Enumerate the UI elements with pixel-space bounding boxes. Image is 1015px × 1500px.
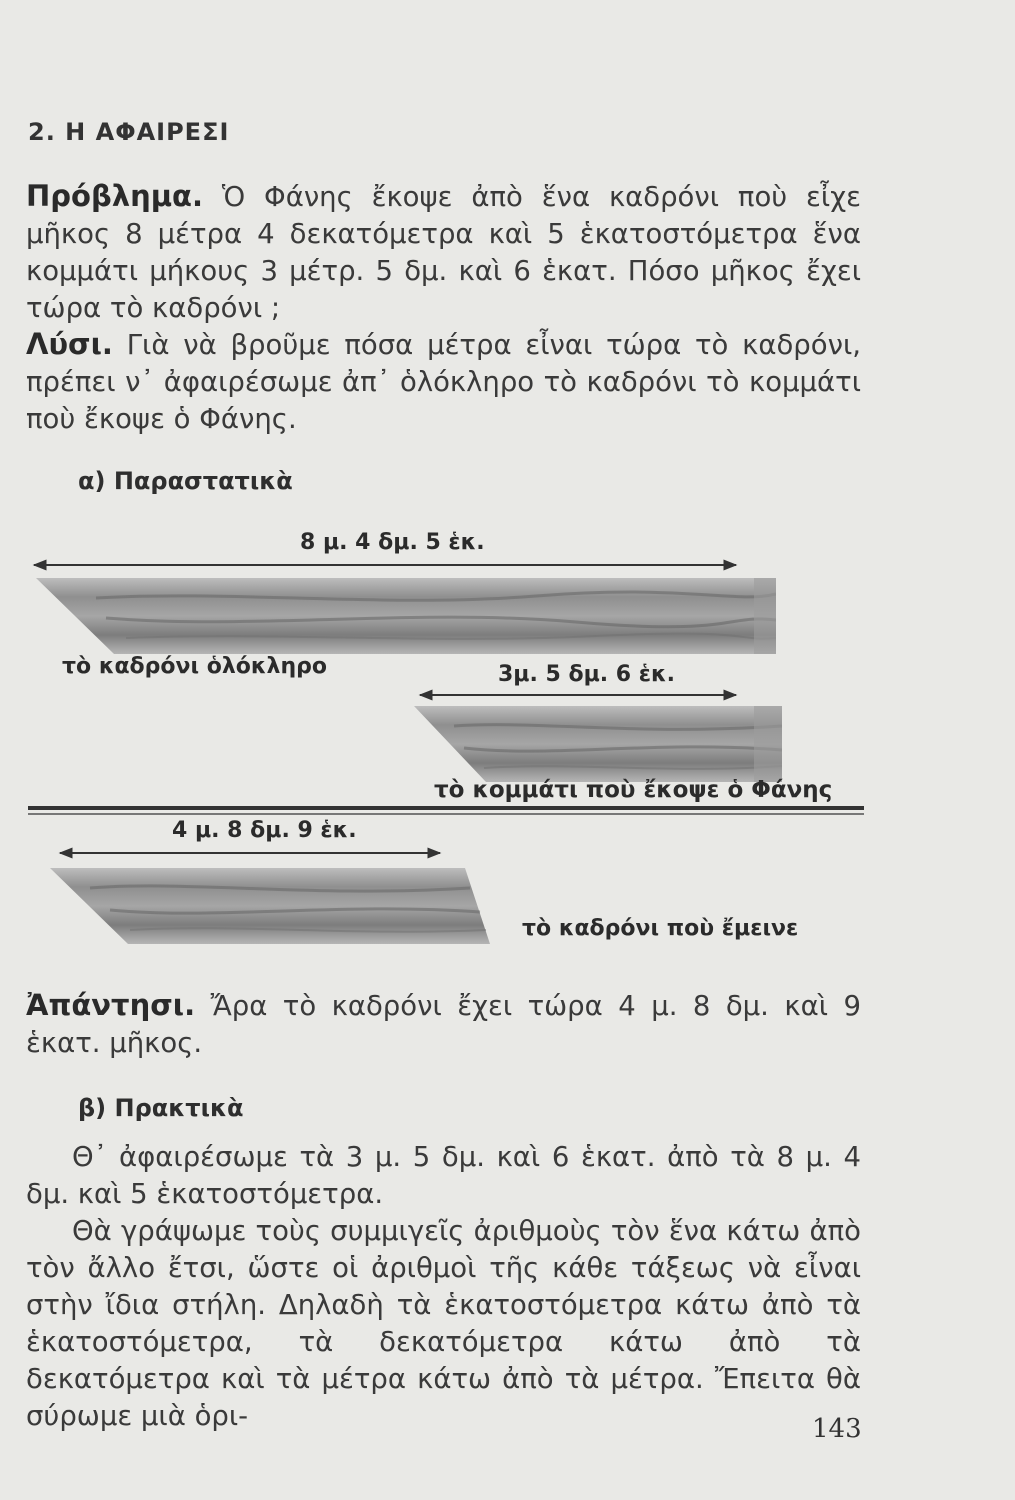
- cut-piece-caption: τὸ κομμάτι ποὺ ἔκοψε ὁ Φάνης: [434, 777, 833, 803]
- problem-paragraph: [26, 178, 861, 327]
- solution-text: Γιὰ νὰ βροῦμε πόσα μέτρα εἶναι τώρα τὸ καδρόνι, πρέπει ν᾽ ἀφαιρέσωμε ἀπ᾽ ὁλόκληρο τὸ καδρόνι τὸ κομμάτι ποὺ ἔκοψε ὁ Φάνης.: [26, 329, 861, 435]
- subtraction-line: [28, 806, 864, 810]
- cut-length-arrow: [416, 688, 742, 702]
- page-number: 143: [812, 1414, 862, 1444]
- remaining-board-caption: τὸ καδρόνι ποὺ ἔμεινε: [522, 916, 799, 941]
- part-a-heading: α) Παραστατικὰ: [78, 467, 293, 495]
- whole-length-label: 8 μ. 4 δμ. 5 ἑκ.: [300, 530, 485, 555]
- section-title: 2. Η ΑΦΑΙΡΕΣΙ: [28, 118, 230, 146]
- subtraction-line-thin: [28, 813, 864, 815]
- answer-label: Ἀπάντησι.: [26, 988, 196, 1022]
- answer-paragraph: [26, 987, 861, 1062]
- solution-label: Λύσι.: [26, 327, 113, 361]
- remaining-board-image: [50, 868, 490, 944]
- solution-paragraph: [26, 326, 861, 438]
- cut-length-label: 3μ. 5 δμ. 6 ἑκ.: [498, 662, 675, 687]
- whole-board-caption: τὸ καδρόνι ὁλόκληρο: [62, 654, 327, 679]
- part-b-paragraph-2: Θὰ γράψωμε τοὺς συμμιγεῖς ἀριθμοὺς τὸν ἕνα κάτω ἀπὸ τὸν ἄλλο ἔτσι, ὥστε οἱ ἀριθμοὶ τῆς κάθε τάξεως νὰ εἶναι στὴν ἴδια στήλη. Δηλαδὴ τὰ ἑκατοστόμετρα κάτω ἀπὸ τὰ ἑκατοστόμετρα, τὰ δεκατόμετρα κάτω ἀπὸ τὰ δεκατόμετρα καὶ τὰ μέτρα κάτω ἀπὸ τὰ μέτρα. Ἔπειτα θὰ σύρωμε μιὰ ὁρι-: [26, 1215, 861, 1432]
- whole-length-arrow: [30, 558, 742, 572]
- part-b-paragraph-1: Θ᾽ ἀφαιρέσωμε τὰ 3 μ. 5 δμ. καὶ 6 ἑκατ. ἀπὸ τὰ 8 μ. 4 δμ. καὶ 5 ἑκατοστόμετρα.: [26, 1141, 861, 1210]
- problem-text: Ὁ Φάνης ἔκοψε ἀπὸ ἕνα καδρόνι ποὺ εἶχε μῆκος 8 μέτρα 4 δεκατόμετρα καὶ 5 ἑκατοστόμετρα ἕνα κομμάτι μήκους 3 μέτρ. 5 δμ. καὶ 6 ἑκατ. Πόσο μῆκος ἔχει τώρα τὸ καδρόνι ;: [26, 181, 861, 324]
- remain-length-label: 4 μ. 8 δμ. 9 ἑκ.: [172, 818, 357, 843]
- remain-length-arrow: [56, 846, 446, 860]
- whole-board-image: [36, 578, 776, 654]
- answer-text: Ἄρα τὸ καδρόνι ἔχει τώρα 4 μ. 8 δμ. καὶ 9 ἑκατ. μῆκος.: [26, 990, 861, 1059]
- problem-label: Πρόβλημα.: [26, 179, 203, 213]
- cut-piece-image: [414, 706, 782, 782]
- part-b-heading: β) Πρακτικὰ: [78, 1094, 244, 1122]
